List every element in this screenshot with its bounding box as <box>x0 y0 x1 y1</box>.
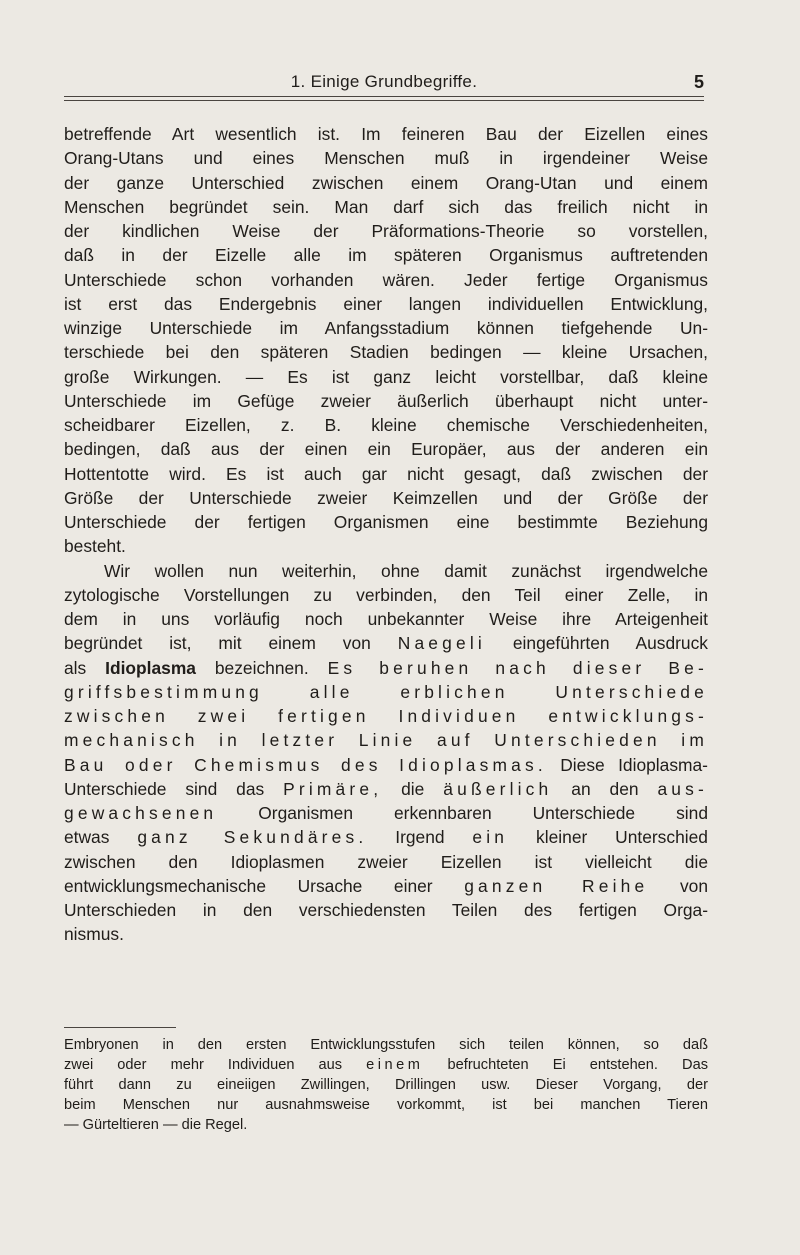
text-line: gewachsenen Organismen erkennbaren Unterschiede sind <box>64 803 708 823</box>
text-line: griffsbestimmung alle erblichen Unterschiede <box>64 681 708 702</box>
text-line: etwas ganz Sekundäres. Irgend ein kleiner Unterschied <box>64 827 708 848</box>
text-line: ist erst das Endergebnis einer langen individuellen Entwicklung, <box>64 293 708 314</box>
text-line: bedingen, daß aus der einen ein Europäer, aus der anderen ein <box>64 439 708 460</box>
text-line: der ganze Unterschied zwischen einem Orang-Utan und einem <box>64 172 708 193</box>
text-line: Hottentotte wird. Es ist auch gar nicht gesagt, daß zwischen der <box>64 463 708 484</box>
text-line: Bau oder Chemismus des Idioplasmas. Diese Idioplasma- <box>64 754 708 775</box>
text-line: dem in uns vorläufig noch unbekannter Weise ihre Arteigenheit <box>64 609 708 629</box>
text-line: winzige Unterschiede im Anfangsstadium können tiefgehende Un- <box>64 318 708 338</box>
footnote-line: — Gürteltieren — die Regel. <box>64 1117 248 1133</box>
body-text <box>64 122 708 947</box>
text-line: scheidbarer Eizellen, z. B. kleine chemische Verschiedenheiten, <box>64 415 708 435</box>
page-number: 5 <box>693 72 704 92</box>
text-line: Unterschiede schon vorhanden wären. Jeder fertige Organismus <box>64 269 708 290</box>
text-line: Unterschiede der fertigen Organismen eine bestimmte Beziehung <box>64 512 708 532</box>
text-line: zytologische Vorstellungen zu verbinden, den Teil einer Zelle, in <box>64 584 708 605</box>
footnote-line: beim Menschen nur ausnahmsweise vorkommt, ist bei manchen Tieren <box>64 1097 708 1113</box>
text-line: terschiede bei den späteren Stadien bedingen — kleine Ursachen, <box>64 342 708 363</box>
text-line: besteht. <box>64 536 126 557</box>
bold-term: Idioplasma <box>105 657 196 678</box>
text-line: Größe der Unterschiede zweier Keimzellen und der Größe der <box>64 487 708 508</box>
text-line: Wir wollen nun weiterhin, ohne damit zunächst irgendwelche <box>104 560 708 581</box>
text-line: mechanisch in letzter Linie auf Unterschieden im <box>64 730 708 751</box>
text-line: entwicklungsmechanische Ursache einer ganzen Reihe von <box>64 875 708 896</box>
running-head: 1. Einige Grundbegriffe. <box>290 72 478 91</box>
spaced-name: Naegeli <box>397 633 486 654</box>
text-line: als Idioplasma bezeichnen. Es beruhen nach dieser Be- <box>64 657 708 678</box>
footnote-line: Embryonen in den ersten Entwicklungsstufen sich teilen können, so daß <box>64 1037 708 1053</box>
text-line: nismus. <box>64 924 124 945</box>
header-rule-double <box>64 100 704 101</box>
footnote-line: zwei oder mehr Individuen aus einem befruchteten Ei entstehen. Das <box>64 1057 709 1073</box>
footnote <box>64 1035 708 1135</box>
text-line: Unterschiede sind das Primäre, die äußerlich an den aus- <box>64 778 708 799</box>
text-line: daß in der Eizelle alle im späteren Organismus auftretenden <box>64 245 708 266</box>
text-line: begründet ist, mit einem von Naegeli eingeführten Ausdruck <box>64 633 708 654</box>
text-line: große Wirkungen. — Es ist ganz leicht vorstellbar, daß kleine <box>64 366 708 387</box>
text-line: zwischen zwei fertigen Individuen entwicklungs- <box>64 706 708 726</box>
header-rule <box>64 96 704 97</box>
page-header <box>64 72 704 96</box>
footnote-line: führt dann zu eineiigen Zwillingen, Drillingen usw. Dieser Vorgang, der <box>64 1077 708 1093</box>
text-line: Unterschieden in den verschiedensten Teilen des fertigen Orga- <box>64 900 708 920</box>
footnote-rule <box>64 1027 176 1028</box>
text-line: Orang-Utans und eines Menschen muß in irgendeiner Weise <box>64 148 708 169</box>
text-line: zwischen den Idioplasmen zweier Eizellen ist vielleicht die <box>64 851 708 872</box>
text-line: Menschen begründet sein. Man darf sich das freilich nicht in <box>64 196 708 217</box>
text-line: betreffende Art wesentlich ist. Im feineren Bau der Eizellen eines <box>64 124 708 144</box>
text-line: Unterschiede im Gefüge zweier äußerlich überhaupt nicht unter- <box>64 390 708 411</box>
text-line: der kindlichen Weise der Präformations-Theorie so vorstellen, <box>64 221 708 241</box>
